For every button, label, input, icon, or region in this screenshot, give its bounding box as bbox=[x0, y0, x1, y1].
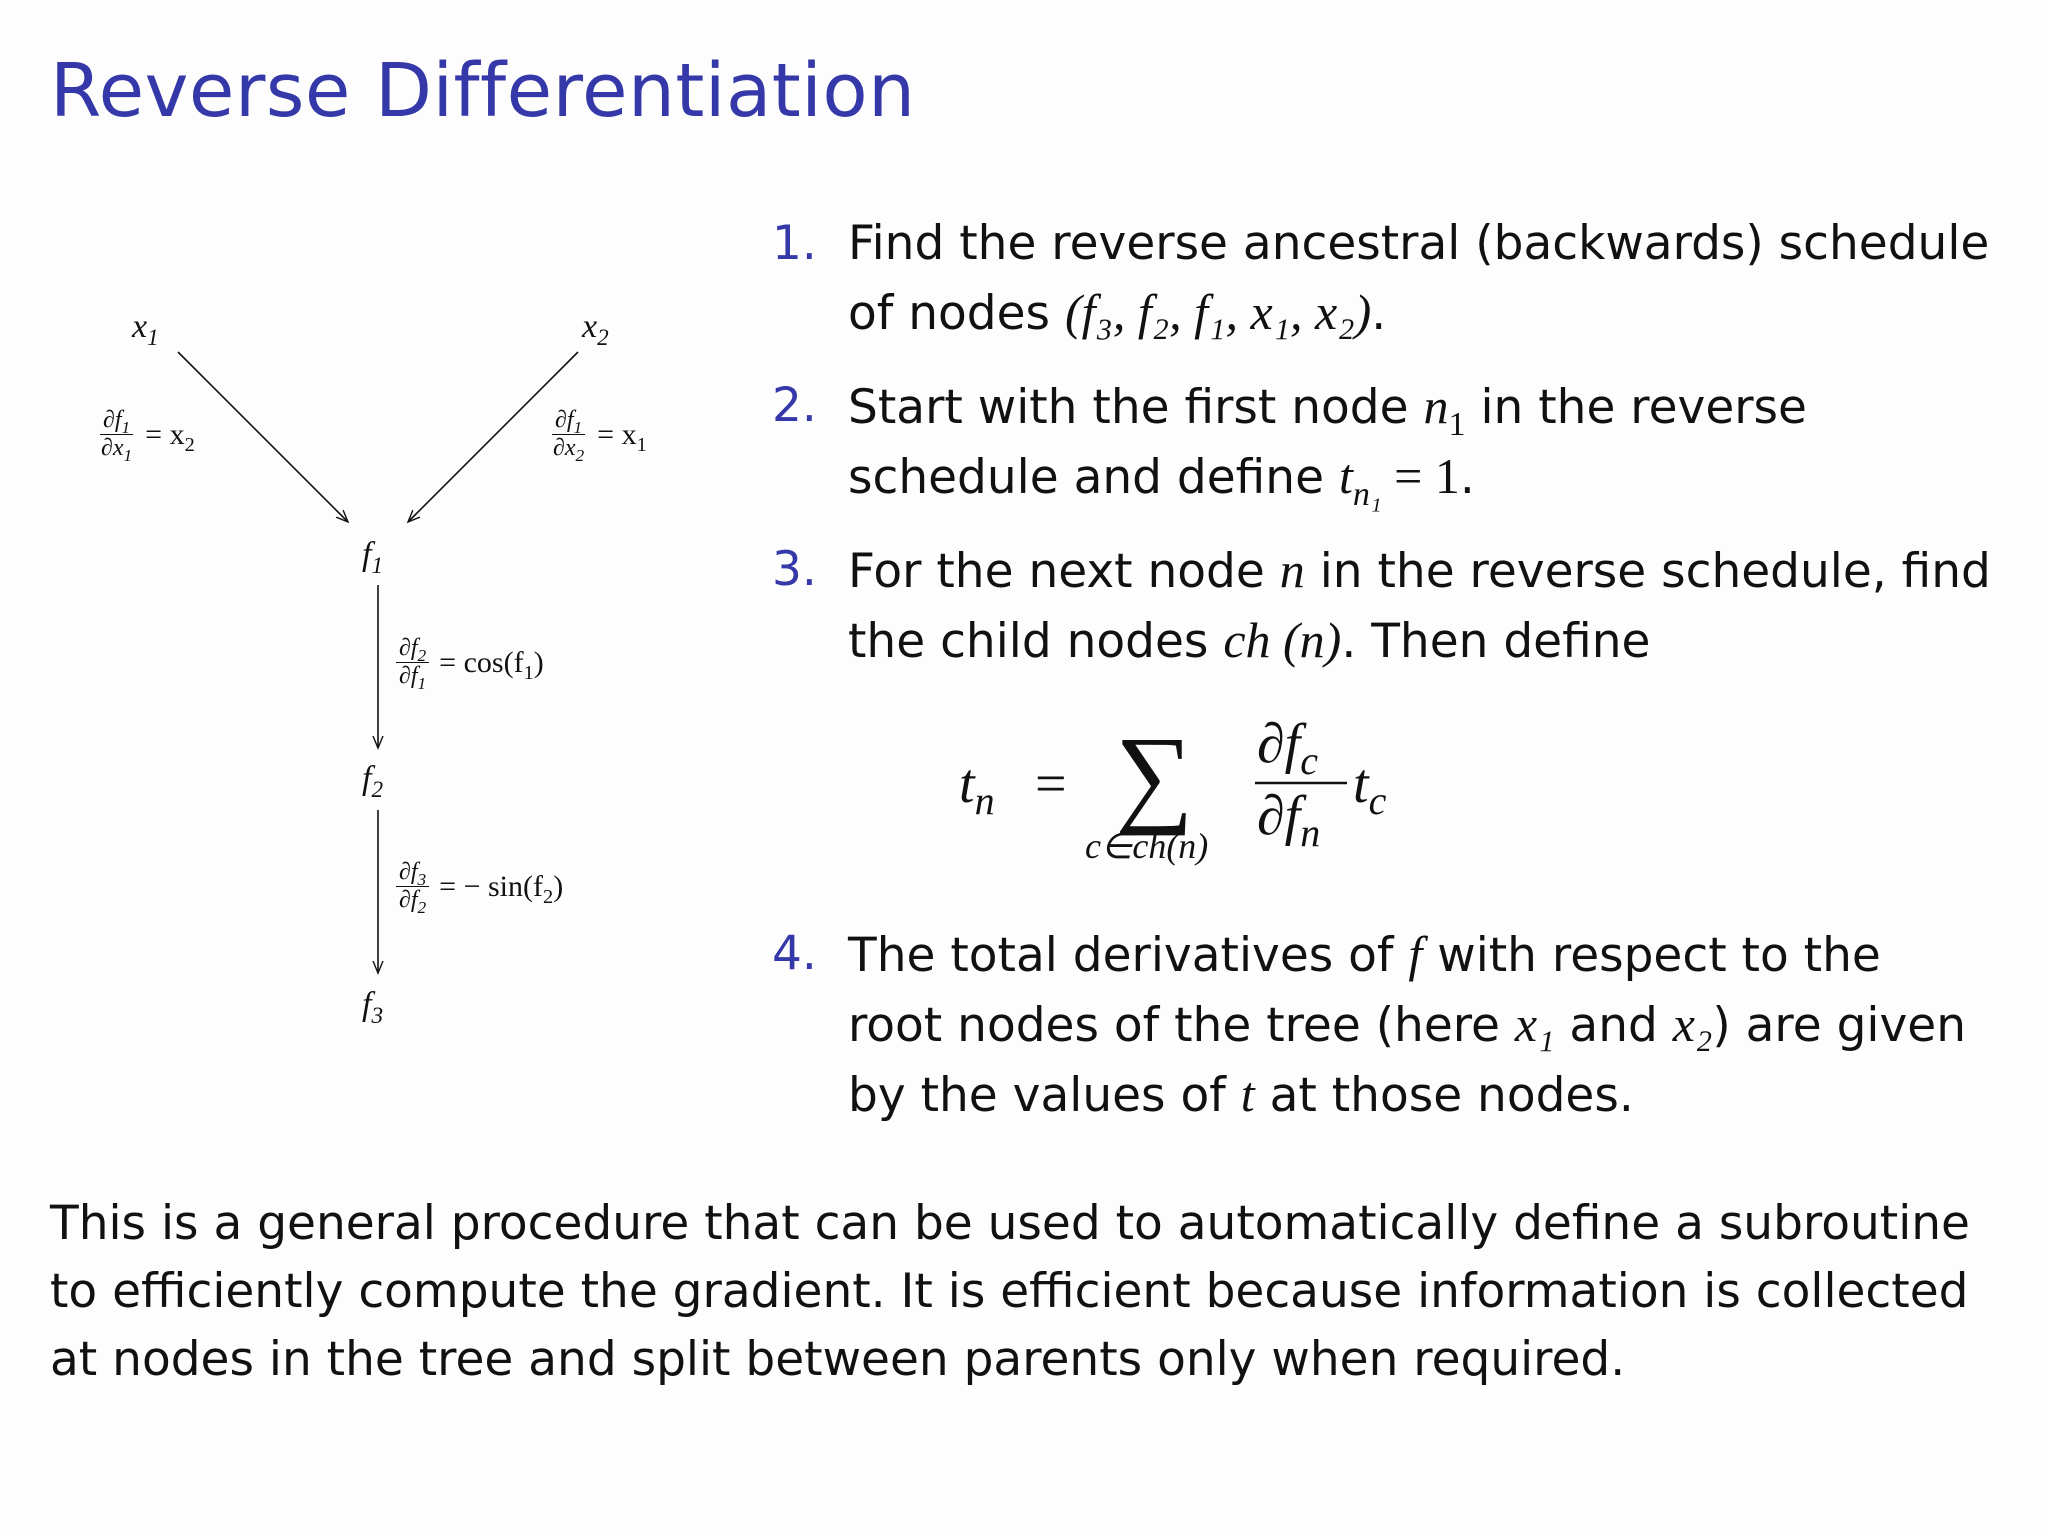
formula-tail: $t_c$ bbox=[1353, 753, 1387, 823]
step-number: 3. bbox=[772, 542, 817, 597]
formula-lhs: $t_n$ bbox=[959, 753, 995, 823]
step-number: 2. bbox=[772, 378, 817, 433]
step-4-line-3: by the values of t at those nodes. bbox=[848, 1066, 1634, 1123]
summary-paragraph bbox=[50, 1190, 2010, 1394]
step-2-line-1: Start with the first node $n_1$ in the reverse bbox=[848, 378, 1807, 443]
slide-title: Reverse Differentiation bbox=[50, 48, 916, 134]
step-2-line-2: schedule and define $t_{n_1} = 1$. bbox=[848, 448, 1475, 513]
step-number: 4. bbox=[772, 926, 817, 981]
edge-label-f1-f2: $\frac{\partial f_2}{\partial f_1}$ = $\cos(f_1)$ bbox=[396, 636, 544, 689]
edge-label-x1-f1: $\frac{\partial f_1}{\partial x_1}$ = $x_2$ bbox=[101, 407, 195, 466]
node-f3: $f_3$ bbox=[362, 986, 384, 1030]
step-4-line-1: The total derivatives of f with respect to the bbox=[848, 926, 1881, 983]
summary-line-2: to efficiently compute the gradient. It is efficient because information is collected bbox=[50, 1264, 1969, 1319]
edge-label-x2-f1: $\frac{\partial f_1}{\partial x_2}$ = $x_1$ bbox=[553, 407, 647, 466]
formula-equals: = bbox=[1035, 753, 1067, 815]
step-4-line-2: root nodes of the tree (here x₁ and x₂) are given bbox=[848, 996, 1966, 1053]
formula-sum-symbol: ∑ bbox=[1115, 714, 1194, 836]
node-f2: $f_2$ bbox=[362, 760, 384, 804]
step-3 bbox=[772, 536, 2032, 676]
formula-denominator: $\partial f_n$ bbox=[1257, 785, 1321, 855]
summary-line-1: This is a general procedure that can be used to automatically define a subroutine bbox=[50, 1196, 1970, 1251]
node-x1: $x_1$ bbox=[132, 308, 159, 352]
step-3-line-2: the child nodes ch (n). Then define bbox=[848, 612, 1651, 669]
step-4 bbox=[772, 920, 2032, 1130]
node-x2: $x_2$ bbox=[582, 308, 609, 352]
formula-sum-index: c∈ch(n) bbox=[1085, 826, 1209, 866]
step-1-line-1: Find the reverse ancestral (backwards) schedule bbox=[848, 216, 1990, 271]
computation-graph bbox=[0, 0, 740, 1100]
node-f1: $f_1$ bbox=[362, 536, 384, 580]
edge-label-f2-f3: $\frac{\partial f_3}{\partial f_2}$ = − $\sin(f_2)$ bbox=[396, 860, 563, 913]
step-3-line-1: For the next node n in the reverse schedule, find bbox=[848, 542, 1991, 599]
step-1-line-2: of nodes (f₃, f₂, f₁, x₁, x₂). bbox=[848, 284, 1387, 341]
steps-list bbox=[772, 210, 2032, 1154]
step-2 bbox=[772, 372, 2032, 512]
sum-formula bbox=[955, 700, 1455, 880]
step-number: 1. bbox=[772, 216, 817, 271]
formula-numerator: $\partial f_c$ bbox=[1257, 713, 1318, 783]
summary-line-3: at nodes in the tree and split between parents only when required. bbox=[50, 1332, 1626, 1387]
edge-x1-f1 bbox=[178, 352, 348, 522]
step-1 bbox=[772, 210, 2032, 348]
